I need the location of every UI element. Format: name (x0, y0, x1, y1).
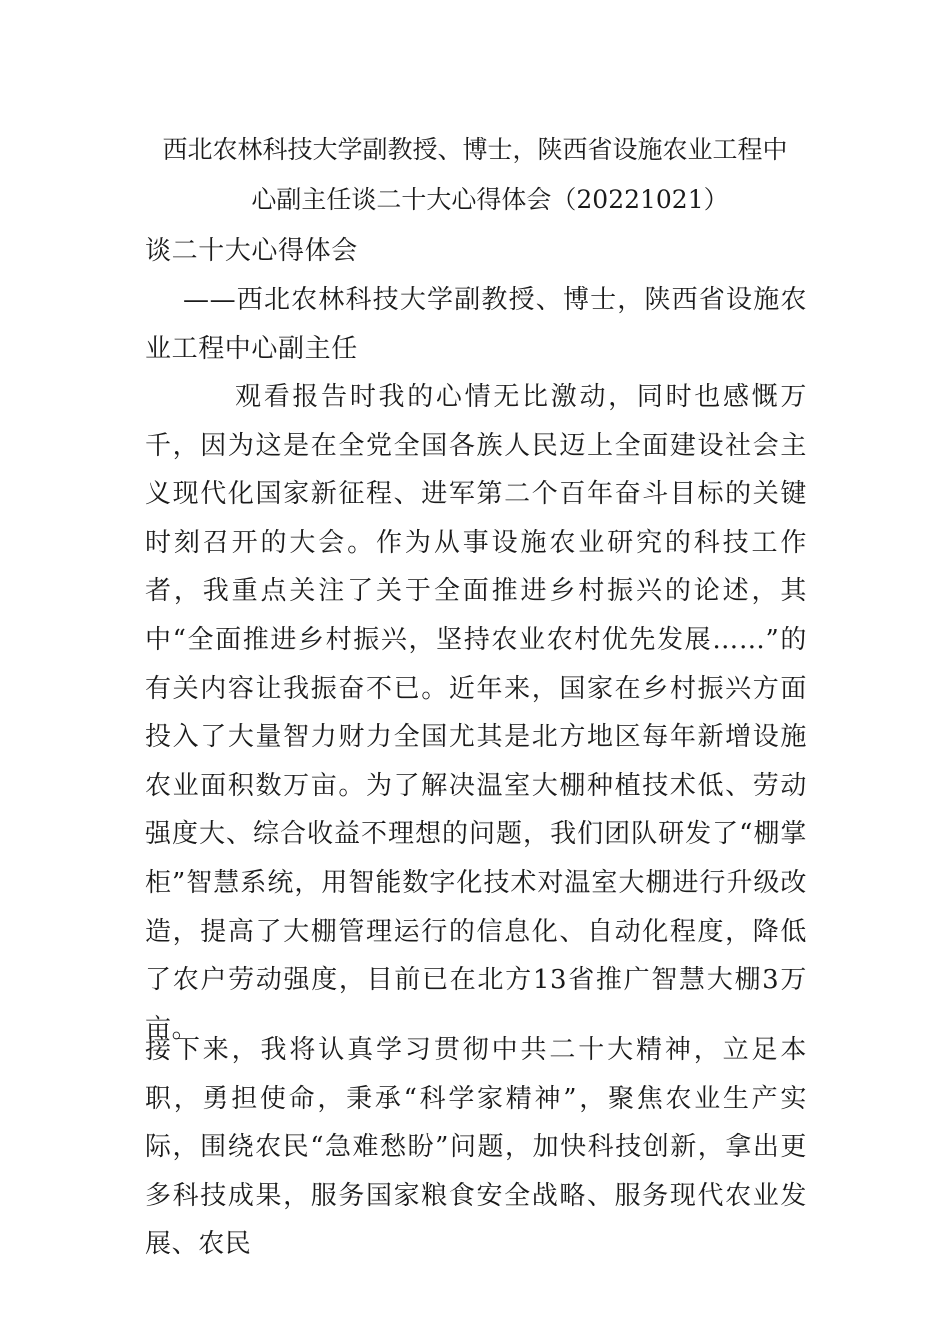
document-byline: ——西北农林科技大学副教授、博士，陕西省设施农业工程中心副主任 (145, 285, 807, 364)
body-paragraph-1: 观看报告时我的心情无比激动，同时也感慨万千，因为这是在全党全国各族人民迈上全面建设社会主义现代化国家新征程、进军第二个百年奋斗目标的关键时刻召开的大会。作为从事设施农业研究的科技工作者，我重点关注了关于全面推进乡村振兴的论述，其中“全面推进乡村振兴，坚持农业农村优先发展……”的有关内容让我振奋不已。近年来，国家在乡村振兴方面投入了大量智力财力全国尤其是北方地区每年新增设施农业面积数万亩。为了解决温室大棚种植技术低、劳动强度大、综合收益不理想的问题，我们团队研发了“棚掌柜”智慧系统，用智能数字化技术对温室大棚进行升级改造，提高了大棚管理运行的信息化、自动化程度，降低了农户劳动强度，目前已在北方13省推广智慧大棚3万亩。 (145, 382, 807, 1044)
document-title-line-2: 心副主任谈二十大心得体会（20221021） (251, 185, 729, 214)
document-subtitle: 谈二十大心得体会 (145, 236, 358, 266)
body-paragraph-2: 接下来，我将认真学习贯彻中共二十大精神，立足本职，勇担使命，秉承“科学家精神”，聚焦农业生产实际，围绕农民“急难愁盼”问题，加快科技创新，拿出更多科技成果，服务国家粮食安全战略、服务现代农业发展、农民 (145, 1035, 807, 1260)
document-title-line-1: 西北农林科技大学副教授、博士，陕西省设施农业工程中 (162, 135, 788, 164)
